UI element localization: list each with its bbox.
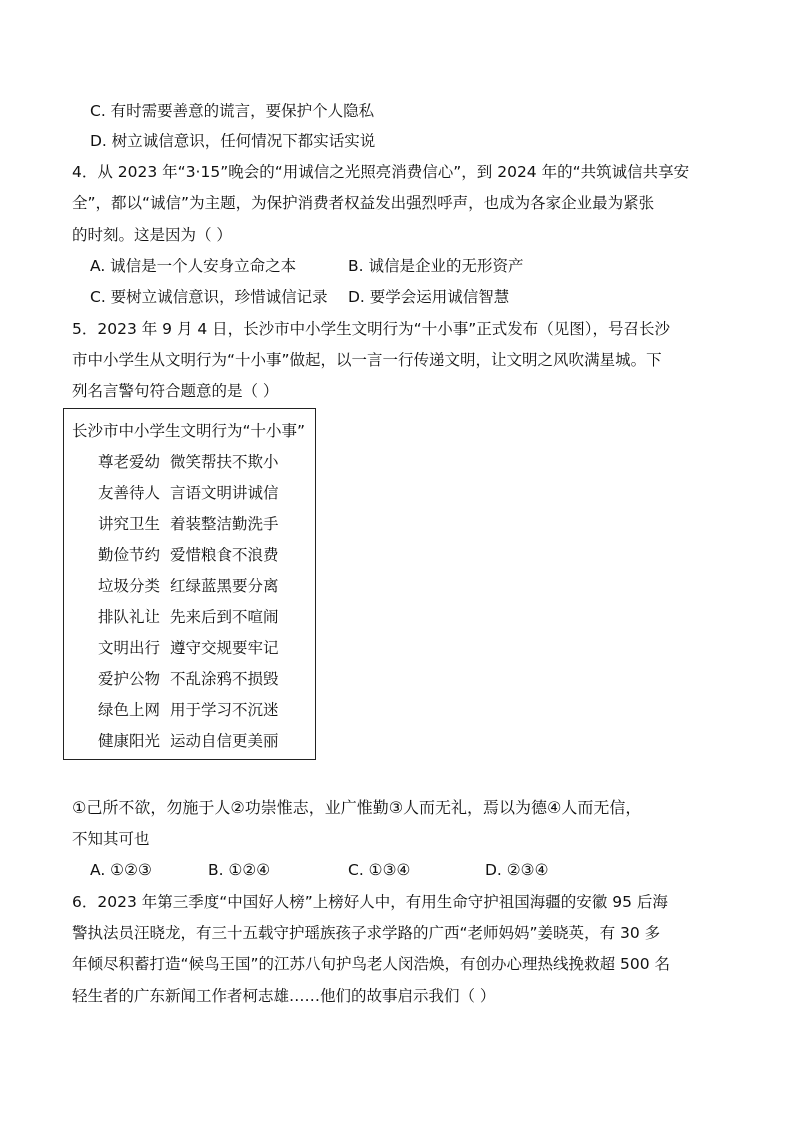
- row-value: 爱惜粮食不浪费: [170, 546, 279, 564]
- row-key: 爱护公物: [98, 670, 161, 688]
- row-key: 垃圾分类: [98, 577, 161, 595]
- q5-quotes-line-2: 不知其可也: [72, 830, 150, 848]
- box-row: [98, 574, 279, 596]
- row-key: 讲究卫生: [98, 515, 161, 533]
- box-row: [98, 605, 279, 627]
- box-row: [98, 481, 279, 503]
- q4-stem-line-1: 4．从 2023 年“3·15”晚会的“用诚信之光照亮消费信心”，到 2024 年的“共筑诚信共享安: [72, 163, 690, 181]
- q5-option-c: C. ①③④: [348, 861, 411, 879]
- row-key: 健康阳光: [98, 732, 161, 750]
- box-row: [98, 512, 279, 534]
- q5-option-d: D. ②③④: [485, 861, 549, 879]
- row-key: 绿色上网: [98, 701, 161, 719]
- row-value: 用于学习不沉迷: [170, 701, 279, 719]
- q4-option-a: A. 诚信是一个人安身立命之本: [90, 257, 297, 275]
- q4-option-b: B. 诚信是企业的无形资产: [348, 257, 524, 275]
- box-row: [98, 636, 279, 658]
- q6-stem-line-4: 轻生者的广东新闻工作者柯志雄……他们的故事启示我们（ ）: [72, 987, 496, 1005]
- q4-option-d: D. 要学会运用诚信智慧: [348, 288, 510, 306]
- box-row: [98, 667, 279, 689]
- q4-option-c: C. 要树立诚信意识，珍惜诚信记录: [90, 288, 328, 306]
- row-value: 微笑帮扶不欺小: [170, 453, 279, 471]
- q5-option-a: A. ①②③: [90, 861, 152, 879]
- row-value: 言语文明讲诚信: [170, 484, 279, 502]
- q5-stem-line-1: 5．2023 年 9 月 4 日，长沙市中小学生文明行为“十小事”正式发布（见图），号召长沙: [72, 320, 670, 338]
- q6-stem-line-3: 年倾尽积蓄打造“候鸟王国”的江苏八旬护鸟老人闵浩焕，有创办心理热线挽救超 500 名: [72, 955, 671, 973]
- q5-option-b: B. ①②④: [208, 861, 271, 879]
- q4-stem-line-2: 全”，都以“诚信”为主题，为保护消费者权益发出强烈呼声，也成为各家企业最为紧张: [72, 194, 655, 212]
- q5-stem-line-3: 列名言警句符合题意的是（ ）: [72, 382, 279, 400]
- row-value: 不乱涂鸦不损毁: [170, 670, 279, 688]
- row-value: 遵守交规要牢记: [170, 639, 279, 657]
- row-value: 着装整洁勤洗手: [170, 515, 279, 533]
- q6-stem-line-2: 警执法员汪晓龙，有三十五载守护瑶族孩子求学路的广西“老师妈妈”姜晓英，有 30 多: [72, 924, 661, 942]
- row-key: 文明出行: [98, 639, 161, 657]
- box-row: [98, 729, 279, 751]
- q6-stem-line-1: 6．2023 年第三季度“中国好人榜”上榜好人中，有用生命守护祖国海疆的安徽 95 后海: [72, 893, 668, 911]
- row-key: 勤俭节约: [98, 546, 161, 564]
- q3-option-d: D. 树立诚信意识，任何情况下都实话实说: [90, 132, 376, 150]
- row-value: 运动自信更美丽: [170, 732, 279, 750]
- box-row: [98, 698, 279, 720]
- row-key: 尊老爱幼: [98, 453, 161, 471]
- q5-stem-line-2: 市中小学生从文明行为“十小事”做起，以一言一行传递文明，让文明之风吹满星城。下: [72, 351, 662, 369]
- row-key: 友善待人: [98, 484, 161, 502]
- row-key: 排队礼让: [98, 608, 161, 626]
- box-row: [98, 543, 279, 565]
- row-value: 先来后到不喧闹: [170, 608, 279, 626]
- box-title: 长沙市中小学生文明行为“十小事”: [72, 422, 306, 440]
- q4-stem-line-3: 的时刻。这是因为（ ）: [72, 226, 232, 244]
- q3-option-c: C. 有时需要善意的谎言，要保护个人隐私: [90, 102, 375, 120]
- ten-small-things-box: [63, 408, 316, 760]
- box-row: [98, 450, 279, 472]
- q5-quotes-line-1: ①己所不欲，勿施于人②功崇惟志，业广惟勤③人而无礼，焉以为德④人而无信，: [72, 798, 642, 817]
- row-value: 红绿蓝黑要分离: [170, 577, 279, 595]
